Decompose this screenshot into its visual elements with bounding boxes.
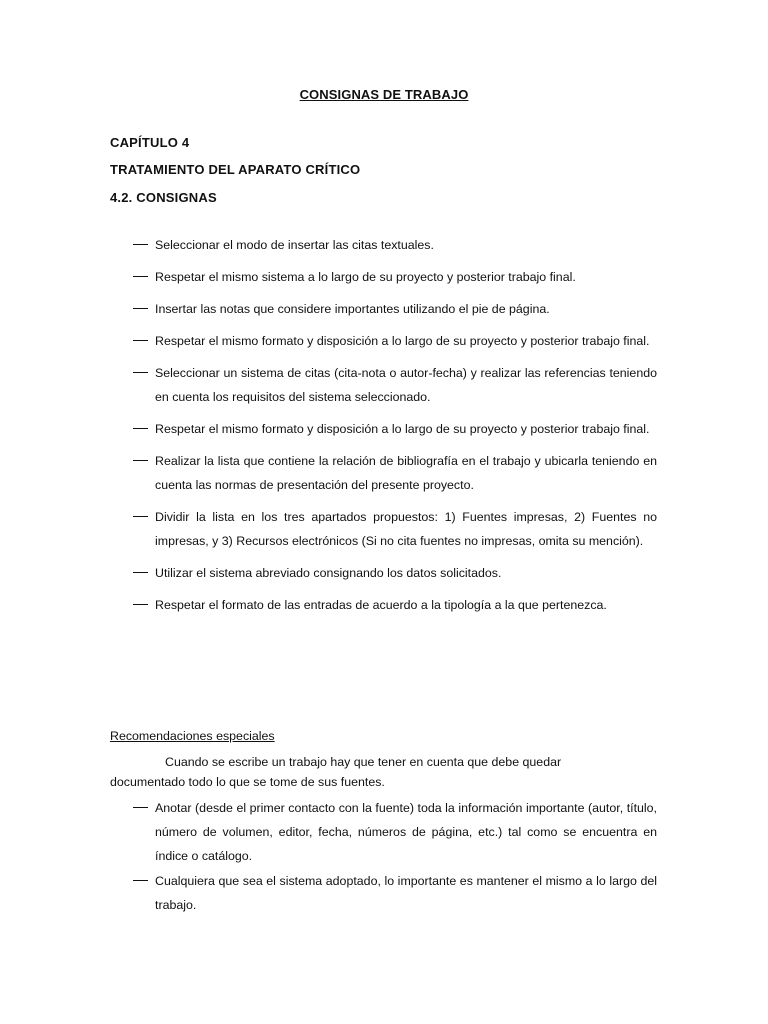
dash-bullet: [133, 807, 148, 808]
instruction-item: [133, 329, 657, 353]
recommendation-item: [133, 869, 657, 917]
instruction-item: [133, 297, 657, 321]
instruction-text: Respetar el formato de las entradas de acuerdo a la tipología a la que pertenezca.: [155, 598, 607, 612]
dash-bullet: [133, 244, 148, 245]
instruction-text: Seleccionar un sistema de citas (cita-nota o autor-fecha) y realizar las referencias teniendo en cuenta los requisitos del sistema seleccionado.: [155, 366, 657, 404]
dash-bullet: [133, 372, 148, 373]
instructions-list: [133, 233, 657, 625]
dash-bullet: [133, 308, 148, 309]
instruction-item: [133, 265, 657, 289]
instruction-text: Respetar el mismo formato y disposición a lo largo de su proyecto y posterior trabajo final.: [155, 422, 650, 436]
instruction-item: [133, 233, 657, 257]
instruction-text: Seleccionar el modo de insertar las citas textuales.: [155, 238, 434, 252]
recommendation-item: [133, 796, 657, 868]
dash-bullet: [133, 428, 148, 429]
instruction-item: [133, 561, 657, 585]
instruction-text: Utilizar el sistema abreviado consignando los datos solicitados.: [155, 566, 502, 580]
instruction-text: Respetar el mismo formato y disposición a lo largo de su proyecto y posterior trabajo final.: [155, 334, 650, 348]
instruction-text: Respetar el mismo sistema a lo largo de su proyecto y posterior trabajo final.: [155, 270, 576, 284]
instruction-item: [133, 361, 657, 409]
subsection-heading: 4.2. CONSIGNAS: [110, 190, 217, 205]
instruction-item: [133, 505, 657, 553]
dash-bullet: [133, 880, 148, 881]
recommendations-intro: Cuando se escribe un trabajo hay que tener en cuenta que debe quedar documentado todo lo que se tome de sus fuentes.: [110, 755, 562, 789]
instruction-item: [133, 449, 657, 497]
dash-bullet: [133, 340, 148, 341]
instruction-text: Dividir la lista en los tres apartados propuestos: 1) Fuentes impresas, 2) Fuentes no impresas, y 3) Recursos electrónicos (Si no cita fuentes no impresas, omita su mención).: [155, 510, 657, 548]
recommendation-text: Anotar (desde el primer contacto con la fuente) toda la información importante (autor, título, número de volumen, editor, fecha, números de página, etc.) tal como se encuentra en índice o catálogo.: [155, 801, 657, 863]
recommendations-heading: Recomendaciones especiales: [110, 729, 275, 743]
dash-bullet: [133, 516, 148, 517]
instruction-item: [133, 417, 657, 441]
dash-bullet: [133, 572, 148, 573]
section-heading: TRATAMIENTO DEL APARATO CRÍTICO: [110, 162, 361, 177]
instruction-item: [133, 593, 657, 617]
instruction-text: Realizar la lista que contiene la relación de bibliografía en el trabajo y ubicarla teniendo en cuenta las normas de presentación del presente proyecto.: [155, 454, 657, 492]
chapter-heading: CAPÍTULO 4: [110, 135, 190, 150]
document-title: CONSIGNAS DE TRABAJO: [299, 87, 469, 102]
dash-bullet: [133, 460, 148, 461]
instruction-text: Insertar las notas que considere importantes utilizando el pie de página.: [155, 302, 550, 316]
dash-bullet: [133, 604, 148, 605]
dash-bullet: [133, 276, 148, 277]
recommendations-list: [133, 796, 657, 918]
recommendation-text: Cualquiera que sea el sistema adoptado, lo importante es mantener el mismo a lo largo del trabajo.: [155, 874, 657, 912]
